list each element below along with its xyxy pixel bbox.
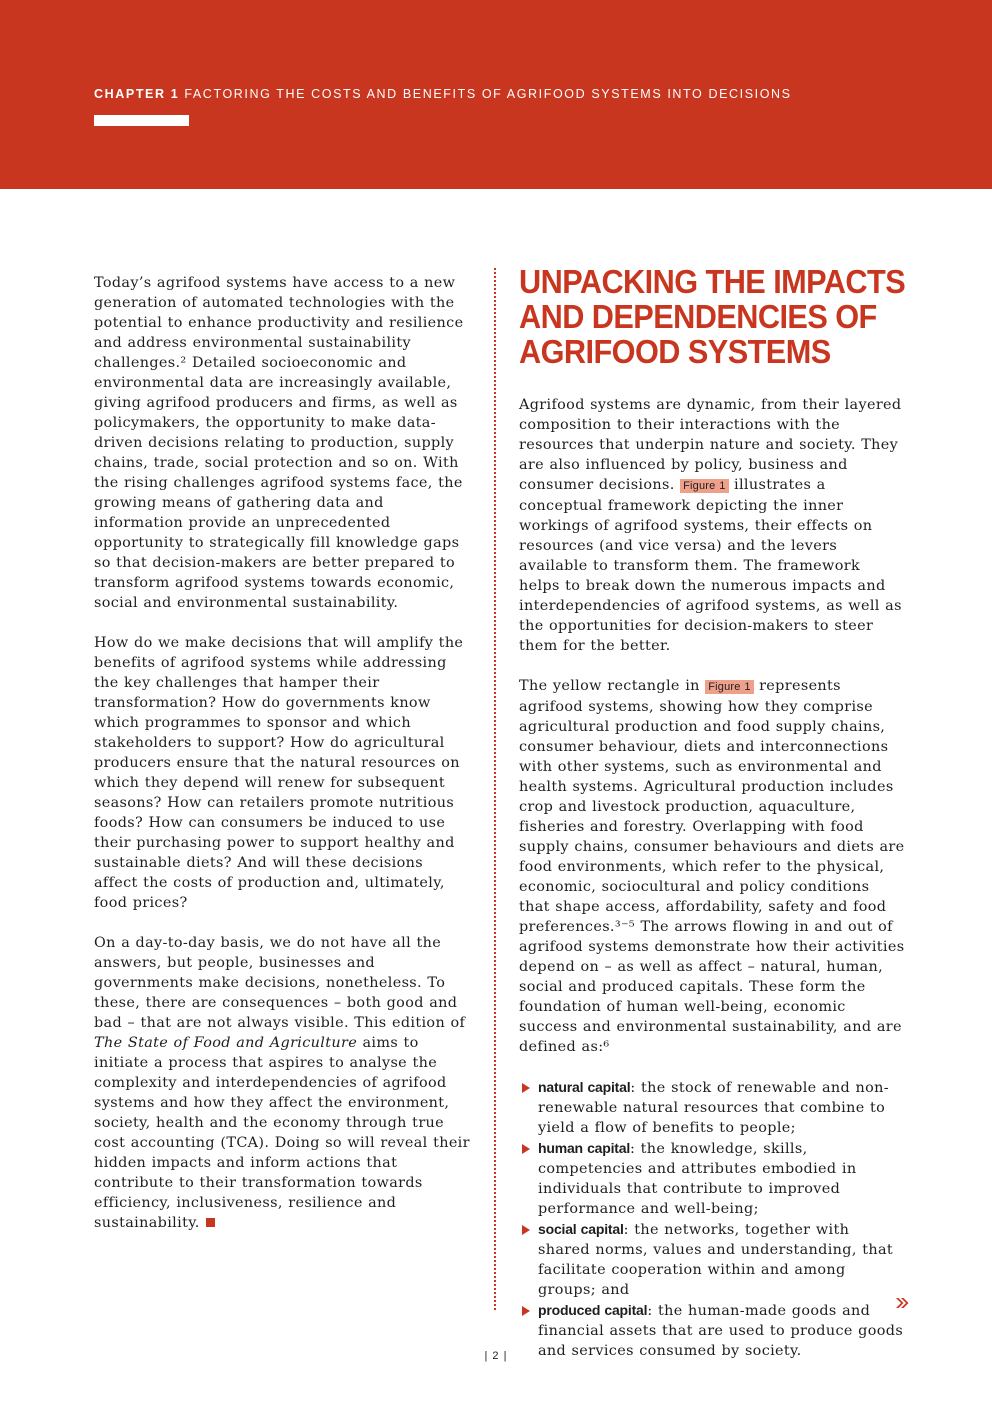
capital-definition: : the stock of renewable and non-renewable natural resources that combine to yield a flow of benefits to people; — [538, 1080, 889, 1136]
capital-definition: : the networks, together with shared norms, values and understanding, that facilitate cooperation within and among groups; and — [538, 1222, 894, 1298]
publication-title: The State of Food and Agriculture — [94, 1035, 358, 1051]
questions-paragraph: How do we make decisions that will amplify the benefits of agrifood systems while addressing the key challenges that hamper their transformation? How do governments know which programmes to sponsor and which stakeholders to support? How do agricultural producers ensure that the natural resources on which they depend will renew for subsequent seasons? How can retailers promote nutritious foods? How can consumers be induced to use their purchasing power to support healthy and sustainable diets? And will these decisions affect the costs of production and, ultimately, food prices? — [94, 635, 464, 911]
capital-term: social capital — [538, 1221, 624, 1237]
capital-term: human capital — [538, 1140, 631, 1156]
framework-paragraph — [519, 395, 905, 656]
tca-paragraph-end: aims to initiate a process that aspires to analyse the complexity and interdependencies of agrifood systems and how they affect the environment, society, health and the economy through true cost accounting (TCA). Doing so will reveal their hidden impacts and inform actions that contribute to their transformation towards efficiency, inclusiveness, resilience and sustainability. — [94, 1035, 470, 1231]
page-number: | 2 | — [484, 1350, 508, 1362]
right-column — [519, 264, 905, 1361]
chapter-header-band — [0, 0, 992, 189]
figure-1-link[interactable]: Figure 1 — [705, 680, 753, 694]
double-chevron-icon[interactable] — [895, 1297, 909, 1309]
framework-paragraph-start: Agrifood systems are dynamic, from their layered composition to their interactions with the resources that underpin nature and society. They are also influenced by policy, business and consumer decisions. — [519, 397, 902, 493]
intro-paragraph: Today’s agrifood systems have access to a new generation of automated technologies with the potential to enhance productivity and resilience and address environmental sustainability challenges.² Detailed socioeconomic and environmental data are increasingly available, giving agrifood producers and firms, as well as policymakers, the opportunity to make data-driven decisions relating to production, supply chains, trade, social protection and so on. With the rising challenges agrifood systems face, the growing means of gathering data and information provide an unprecedented opportunity to strategically fill knowledge gaps so that decision-makers are better prepared to transform agrifood systems towards economic, social and environmental sustainability. — [94, 275, 464, 611]
capital-definition: : the human-made goods and financial assets that are used to produce goods and services consumed by society. — [538, 1303, 904, 1359]
triangle-arrow-icon — [522, 1225, 530, 1235]
tca-paragraph-start: On a day-to-day basis, we do not have all the answers, but people, businesses and governments make decisions, nonetheless. To these, there are consequences – both good and bad – that are not always visible. This edition of — [94, 935, 466, 1031]
capital-definition: : the knowledge, skills, competencies and attributes embodied in individuals that contribute to improved performance and well-being; — [538, 1141, 857, 1217]
capital-term: produced capital — [538, 1302, 648, 1318]
chapter-label: CHAPTER 1 — [94, 87, 180, 101]
triangle-arrow-icon — [522, 1083, 530, 1093]
red-square-icon — [206, 1218, 215, 1227]
yellow-rectangle-paragraph-start: The yellow rectangle in — [519, 678, 706, 694]
left-column — [94, 273, 472, 1233]
chapter-running-head — [94, 87, 792, 101]
list-item — [519, 1077, 905, 1138]
capital-term: natural capital — [538, 1079, 631, 1095]
triangle-arrow-icon — [522, 1306, 530, 1316]
list-item — [519, 1138, 905, 1219]
capitals-list — [519, 1077, 905, 1361]
section-heading: UNPACKING THE IMPACTS AND DEPENDENCIES OF AGRIFOOD SYSTEMS — [519, 263, 906, 370]
figure-1-link[interactable]: Figure 1 — [680, 479, 728, 493]
tca-paragraph — [94, 933, 472, 1233]
yellow-rectangle-paragraph-end: represents agrifood systems, showing how they comprise agricultural production and food supply chains, consumer behaviour, diets and interconnections with other systems, such as environmental and health systems. Agricultural production includes crop and livestock production, aquaculture, fisheries and forestry. Overlapping with food supply chains, consumer behaviours and diets are food environments, which refer to the physical, economic, sociocultural and policy conditions that shape access, affordability, safety and food preferences.³⁻⁵ The arrows flowing in and out of agrifood systems demonstrate how their activities depend on – as well as affect – natural, human, social and produced capitals. These form the foundation of human well-being, economic success and environmental sustainability, and are defined as:⁶ — [519, 678, 905, 1055]
yellow-rectangle-paragraph — [519, 676, 905, 1057]
chapter-title: FACTORING THE COSTS AND BENEFITS OF AGRIFOOD SYSTEMS INTO DECISIONS — [184, 87, 792, 101]
list-item — [519, 1219, 905, 1300]
column-divider — [494, 268, 496, 1310]
framework-paragraph-end: illustrates a conceptual framework depicting the inner workings of agrifood systems, their effects on resources (and vice versa) and the levers available to transform them. The framework helps to break down the numerous impacts and interdependencies of agrifood systems, as well as the opportunities for decision-makers to steer them for the better. — [519, 477, 902, 654]
chapter-accent-bar — [94, 115, 189, 126]
triangle-arrow-icon — [522, 1144, 530, 1154]
